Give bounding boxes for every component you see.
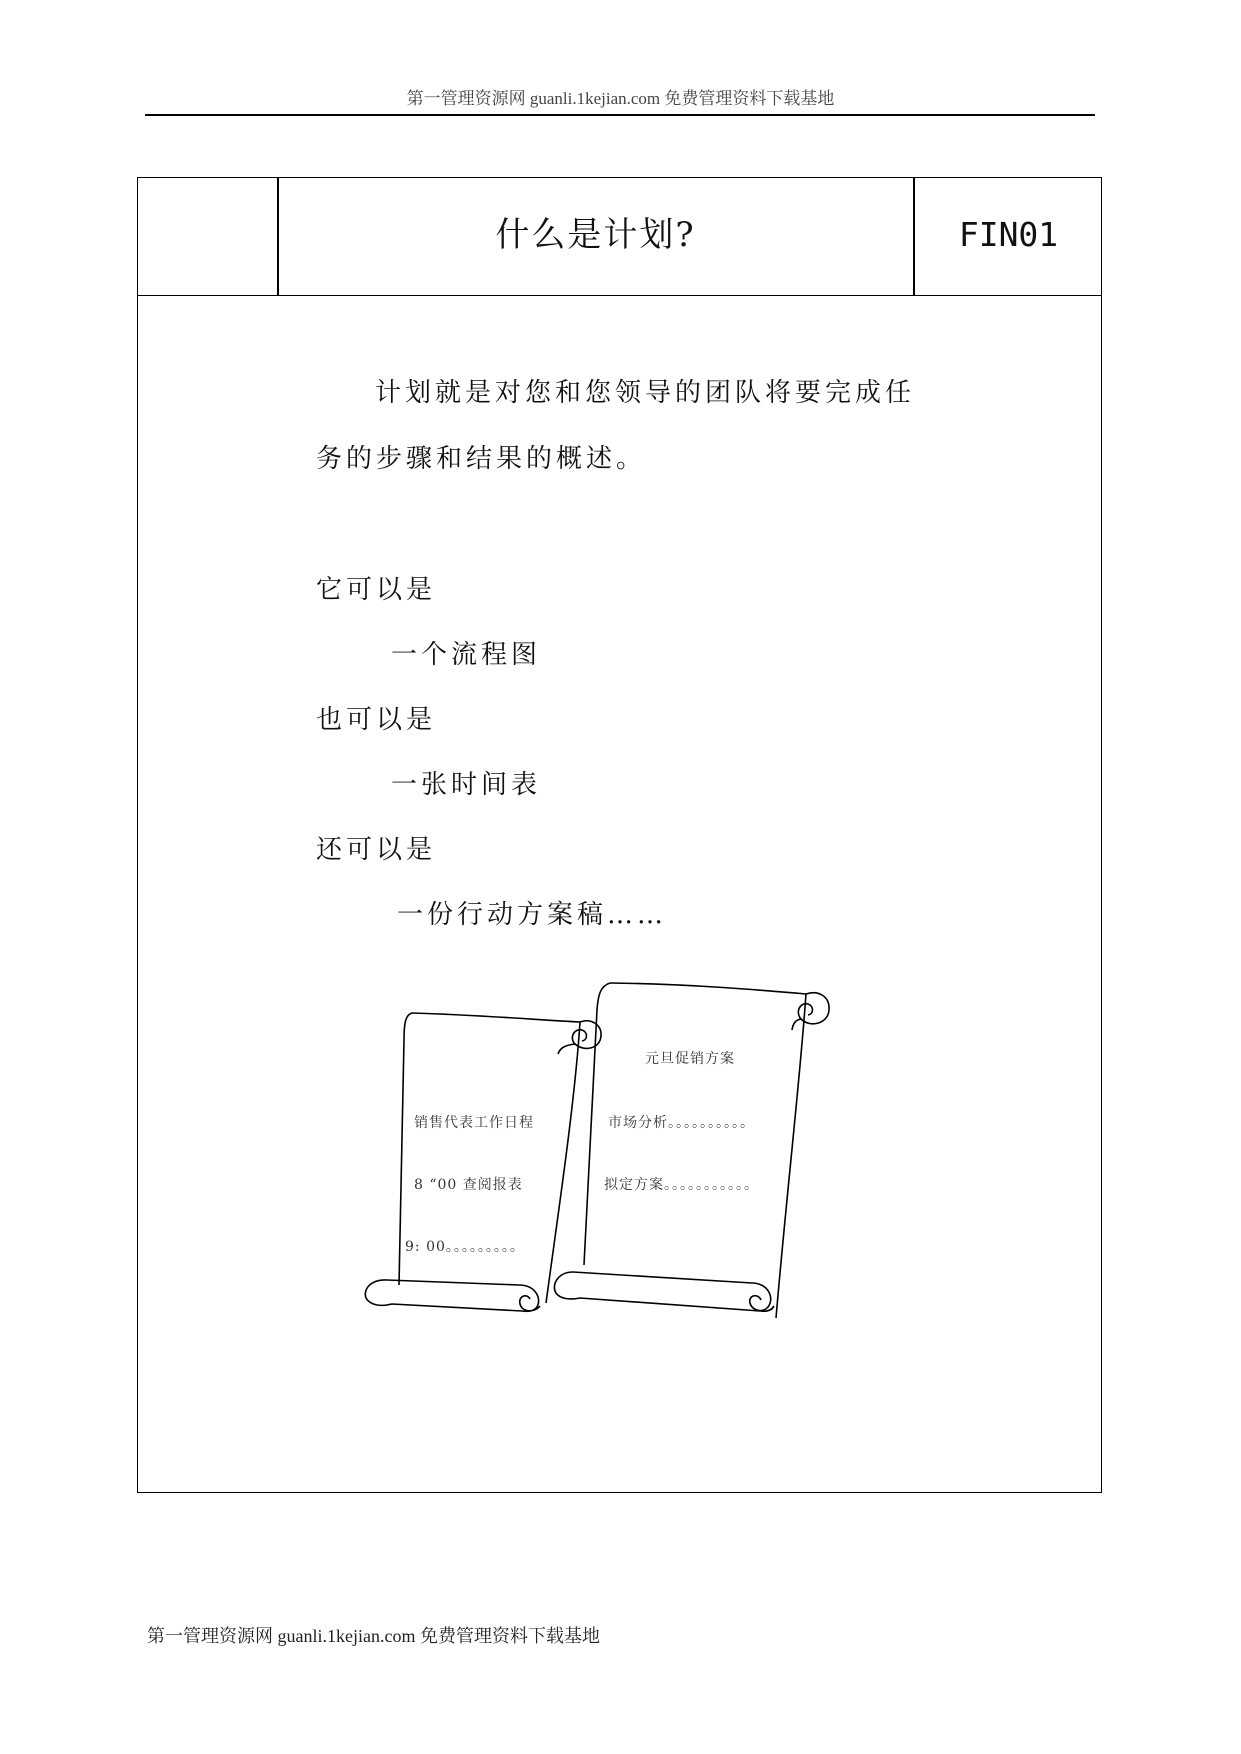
list-item: 也可以是 bbox=[316, 705, 437, 735]
page-header: 第一管理资源网 guanli.1kejian.com 免费管理资料下载基地 bbox=[406, 89, 835, 108]
paragraph-line-2: 务的步骤和结果的概述。 bbox=[316, 444, 647, 474]
scroll-right-line: 市场分析。。。。。。。。。。 bbox=[608, 1115, 755, 1131]
list-item: 还可以是 bbox=[316, 835, 437, 865]
list-item: 一个流程图 bbox=[391, 640, 542, 670]
scroll-right-line: 元旦促销方案 bbox=[645, 1051, 735, 1067]
scroll-left-line: 8 “00 查阅报表 bbox=[414, 1177, 523, 1193]
scroll-left-line: 9: 00。。。。。。。。。 bbox=[405, 1239, 525, 1255]
list-item: 一张时间表 bbox=[391, 770, 542, 800]
scroll-right-line: 拟定方案。。。。。。。。。。。 bbox=[604, 1177, 759, 1193]
list-item: 一份行动方案稿…… bbox=[397, 900, 668, 930]
paragraph-line-1: 计划就是对您和您领导的团队将要完成任 bbox=[375, 378, 916, 408]
page-footer: 第一管理资源网 guanli.1kejian.com 免费管理资料下载基地 bbox=[147, 1626, 600, 1646]
scroll-right bbox=[554, 983, 829, 1318]
page-title: 什么是计划? bbox=[495, 215, 696, 255]
scroll-left bbox=[365, 1013, 601, 1311]
list-item: 它可以是 bbox=[316, 575, 437, 605]
scroll-left-line: 销售代表工作日程 bbox=[414, 1115, 534, 1131]
page-code: FIN01 bbox=[958, 215, 1059, 254]
